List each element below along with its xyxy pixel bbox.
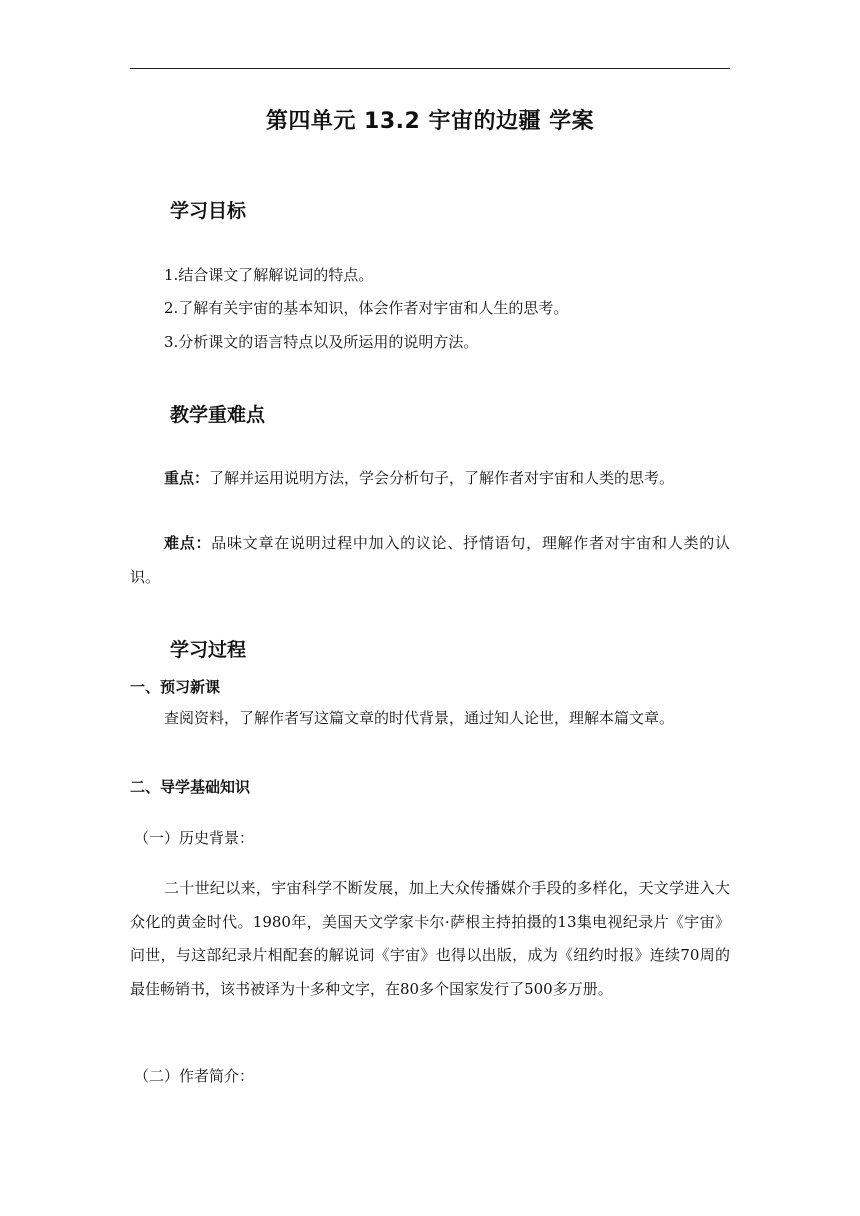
keypoints-heading: 教学重难点 (170, 404, 266, 426)
subsection-author-title: （二）作者简介： (134, 1067, 255, 1085)
difficulty-label: 难点： (164, 534, 212, 552)
focus-text: 了解并运用说明方法，学会分析句子，了解作者对宇宙和人类的思考。 (209, 469, 675, 487)
section-title-preview: 一、预习新课 (130, 678, 221, 696)
objectives-heading: 学习目标 (170, 200, 247, 222)
objective-item: 2.了解有关宇宙的基本知识，体会作者对宇宙和人生的思考。 (164, 299, 569, 317)
focus-paragraph (164, 467, 730, 489)
header-rule (130, 68, 730, 69)
difficulty-paragraph (130, 527, 730, 594)
focus-label: 重点： (164, 469, 210, 487)
history-paragraph: 二十世纪以来，宇宙科学不断发展，加上大众传播媒介手段的多样化，天文学进入大众化的黄金时代。1980年，美国天文学家卡尔·萨根主持拍摄的13集电视纪录片《宇宙》问世，与这部纪录片相配套的解说词《宇宙》也得以出版，成为《纽约时报》连续70周的最佳畅销书，该书被译为十多种文字，在80多个国家发行了500多万册。 (130, 879, 730, 998)
objective-item: 3.分析课文的语言特点以及所运用的说明方法。 (164, 333, 479, 351)
objective-item: 1.结合课文了解解说词的特点。 (164, 266, 374, 284)
page-title: 第四单元 13.2 宇宙的边疆 学案 (265, 109, 595, 134)
subsection-history-title: （一）历史背景： (134, 829, 255, 847)
section-preview-text: 查阅资料，了解作者写这篇文章的时代背景，通过知人论世，理解本篇文章。 (164, 709, 675, 727)
section-title-basics: 二、导学基础知识 (130, 778, 251, 796)
process-heading: 学习过程 (170, 639, 247, 661)
difficulty-text: 品味文章在说明过程中加入的议论、抒情语句，理解作者对宇宙和人类的认识。 (130, 534, 730, 586)
